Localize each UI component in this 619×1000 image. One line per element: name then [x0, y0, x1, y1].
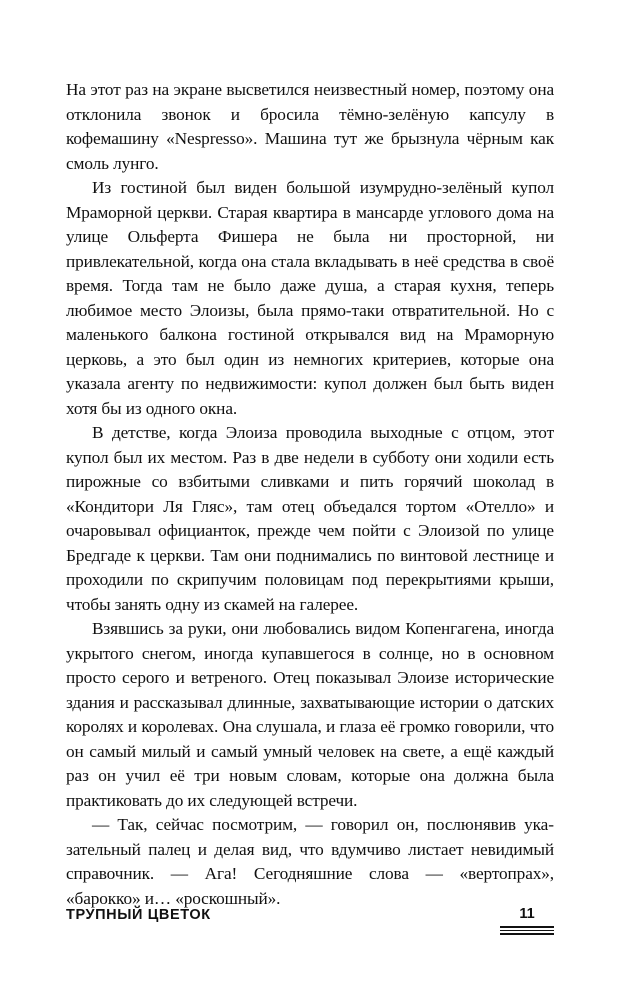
paragraph: В детстве, когда Элоиза проводила выходные с отцом, этот купол был их местом. Раз в две недели в субботу они ходили есть пирожные со взбитыми сливками и пить горячий шоколад в «Кондитори Ля Гляс», там отец объедался тортом «Отелло» и очаровывал официанток, прежде чем пойти с Элоизой по улице Бредгаде к церкви. Там они поднимались по винтовой лестнице и проходили по скрипучим половицам под перекрытиями крыши, чтобы занять одну из скамей на галерее.	[66, 423, 554, 614]
page-body-text	[66, 78, 554, 911]
paragraph: Взявшись за руки, они любовались видом Копенгагена, иногда укрытого снегом, иногда купавшегося в солнце, но в основном просто серого и ветреного. Отец показывал Элоизе исторические здания и рассказывал длинные, захватывающие истории о датских королях и королевах. Она слушала, и глаза её громко говорили, что он самый милый и самый умный человек на свете, а ещё каждый раз он учил её три новым словам, которые она должна была практиковать до их следующей встречи.	[66, 619, 554, 810]
page-number: 11	[519, 906, 535, 922]
paragraph: Из гостиной был виден большой изумрудно-зелёный купол Мраморной церкви. Старая квартира в мансарде углового дома на улице Ольферта Фишера не была ни просторной, ни привлекательной, когда она стала вкладывать в неё средства в своё время. Тогда там не было даже душа, а старая кухня, теперь любимое место Элоизы, была прямо-таки отвратительной. Но с маленького балкона гостиной открывался вид на Мраморную церковь, а это был один из немногих критериев, которые она указала агенту по недвижимости: купол должен был быть виден хотя бы из одного окна.	[66, 178, 554, 418]
page-number-rule	[500, 926, 554, 937]
paragraph: — Так, сейчас посмотрим, — говорил он, послюнявив указательный палец и делая вид, что вдумчиво листает невидимый справочник. — Ага! Сегодняшние слова — «вертопрах», «барокко» и… «роскошный».	[66, 815, 554, 908]
running-title: ТРУПНЫЙ ЦВЕТОК	[66, 907, 211, 923]
paragraph: На этот раз на экране высветился неизвестный номер, поэтому она отклонила звонок и бросила тёмно-зелёную капсулу в кофемашину «Nespresso». Машина тут же брызнула чёрным как смоль лунго.	[66, 80, 554, 173]
rule-line	[500, 933, 554, 935]
rule-line	[500, 926, 554, 928]
rule-line	[500, 930, 554, 932]
